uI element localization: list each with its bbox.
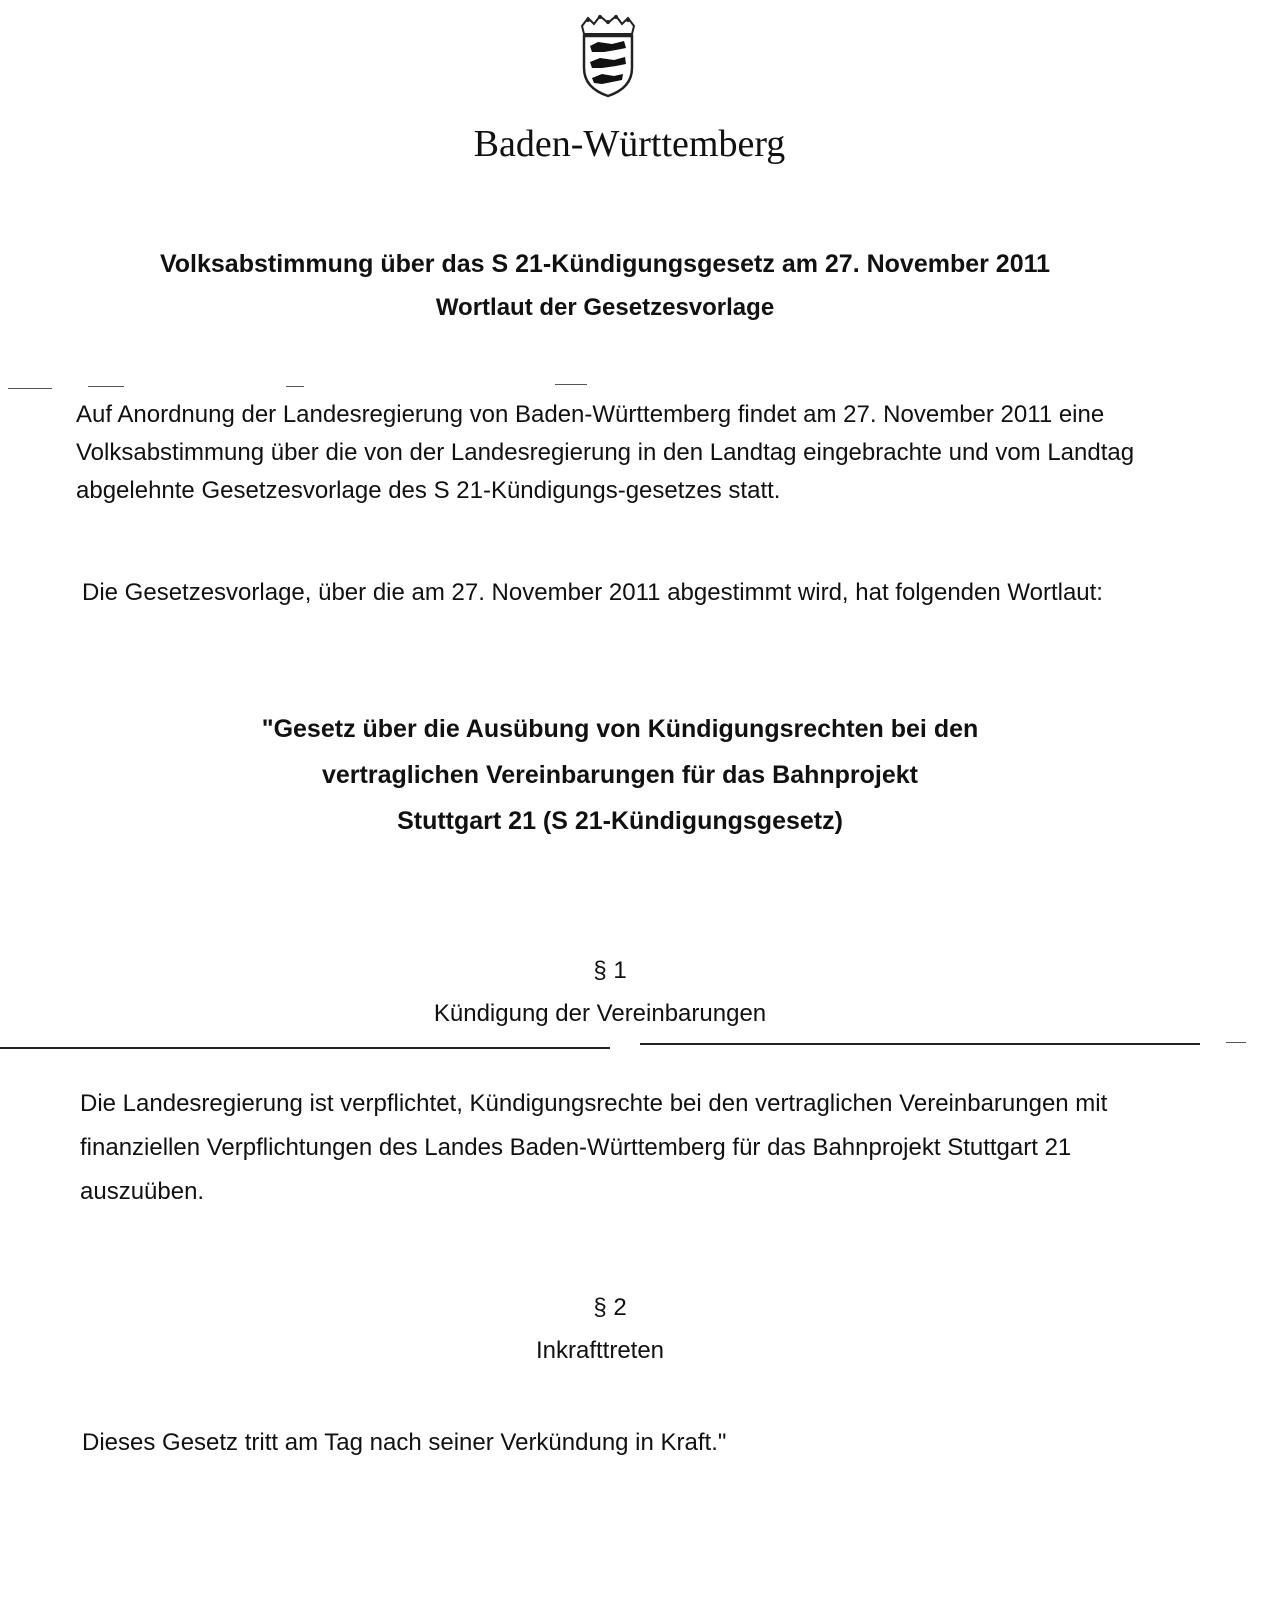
scan-artifact [1226, 1042, 1246, 1043]
section-number: § 1 [593, 957, 627, 984]
scan-artifact [555, 384, 587, 385]
document-title: Volksabstimmung über das S 21-Kündigungsgesetz am 27. November 2011 [159, 250, 1051, 278]
law-title-line: vertraglichen Vereinbarungen für das Bahnprojekt [322, 761, 918, 789]
divider-line [640, 1043, 1200, 1045]
scan-artifact [88, 386, 124, 387]
law-title-line: Stuttgart 21 (S 21-Kündigungsgesetz) [397, 807, 843, 835]
law-title-line: "Gesetz über die Ausübung von Kündigungsrechten bei den [261, 715, 979, 743]
section-heading: Kündigung der Vereinbarungen [433, 1000, 767, 1027]
coat-of-arms-icon [578, 12, 638, 98]
scan-artifact [286, 386, 304, 387]
law-title [150, 706, 1090, 844]
scan-artifact [8, 388, 52, 389]
section-text: Die Landesregierung ist verpflichtet, Kündigungsrechte bei den vertraglichen Vereinbarungen mit finanziellen Verpflichtungen des Landes Baden-Württemberg für das Bahnprojekt Stuttgart 21 auszuüben. [80, 1090, 1108, 1205]
state-name: Baden-Württemberg [473, 123, 786, 165]
section-number: § 2 [593, 1294, 627, 1321]
section-heading: Inkrafttreten [535, 1337, 665, 1364]
section-text: Dieses Gesetz tritt am Tag nach seiner Verkündung in Kraft." [82, 1429, 727, 1456]
intro-paragraph: Auf Anordnung der Landesregierung von Baden-Württemberg findet am 27. November 2011 eine Volksabstimmung über die von der Landesregierung in den Landtag eingebrachte und vom Landtag abgelehnte Gesetzesvorlage des S 21-Kündigungs-gesetzes statt. [76, 401, 1135, 504]
divider-line [0, 1047, 610, 1049]
wording-paragraph: Die Gesetzesvorlage, über die am 27. November 2011 abgestimmt wird, hat folgenden Wortlaut: [82, 579, 1103, 606]
document-subtitle: Wortlaut der Gesetzesvorlage [435, 294, 775, 321]
